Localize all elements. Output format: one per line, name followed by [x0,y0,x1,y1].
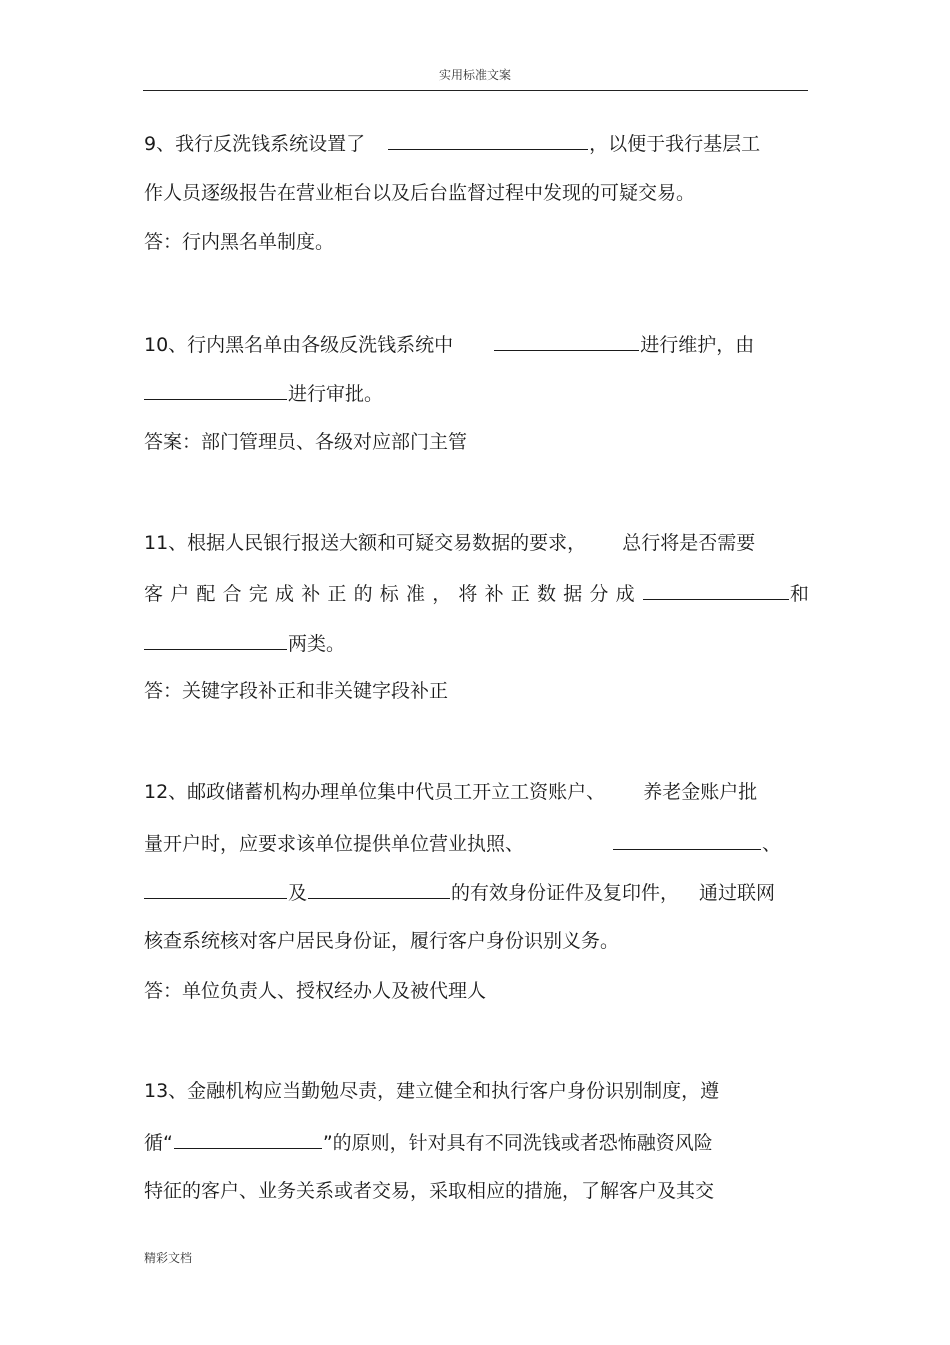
q13-line-2 [144,1129,713,1155]
q10-line-1 [144,331,754,357]
page-footer: 精彩文档 [144,1251,193,1265]
q11-text-b: 总行将是否需要 [622,532,756,554]
q11-text-e: 两类。 [288,633,346,655]
q11-text-d: 和 [789,583,809,605]
q11-line-1 [144,531,755,555]
page-header: 实用标准文案 [438,68,511,82]
q12-blank-2 [144,879,287,899]
q13-line-3: 特征的客户、业务关系或者交易，采取相应的措施，了解客户及其交 [144,1180,715,1202]
q11-blank-2 [144,630,287,650]
q13-blank [174,1129,322,1149]
q13-text-a: 循“ [144,1132,173,1154]
q12-line-4: 核查系统核对客户居民身份证，履行客户身份识别义务。 [144,930,620,952]
q11-blank-1 [643,580,789,600]
q12-text-e: 及 [288,882,308,904]
q13-line-1: 13、金融机构应当勤勉尽责，建立健全和执行客户身份识别制度，遵 [144,1080,720,1102]
q12-text-c: 量开户时，应要求该单位提供单位营业执照、 [144,833,525,855]
q11-answer: 答：关键字段补正和非关键字段补正 [144,680,449,702]
q10-text-a: 10、行内黑名单由各级反洗钱系统中 [144,334,454,356]
q10-line-2 [144,380,383,406]
q10-answer: 答案：部门管理员、各级对应部门主管 [144,431,468,453]
q12-text-b: 养老金账户批 [643,781,758,803]
header-divider [143,90,808,91]
q9-blank [388,130,588,150]
q10-text-c: 进行审批。 [288,383,384,405]
q10-blank-1 [494,331,639,351]
q9-text-b: ，以便于我行基层工 [589,133,761,155]
q10-blank-2 [144,380,287,400]
q9-answer: 答：行内黑名单制度。 [144,231,335,253]
q12-answer: 答：单位负责人、授权经办人及被代理人 [144,980,487,1002]
q9-line-2: 作人员逐级报告在营业柜台以及后台监督过程中发现的可疑交易。 [144,182,696,204]
q13-text-b: ”的原则，针对具有不同洗钱或者恐怖融资风险 [322,1132,713,1154]
q12-blank-1 [613,830,761,850]
q10-text-b: 进行维护，由 [640,334,755,356]
q12-line-2 [144,830,781,856]
q9-text-a: 9、我行反洗钱系统设置了 [144,133,366,155]
q12-text-g: 通过联网 [699,882,776,904]
q9-line-1 [144,130,760,156]
q11-text-a: 11、根据人民银行报送大额和可疑交易数据的要求， [144,532,587,554]
q11-line-3 [144,630,345,656]
q12-line-1 [144,780,757,804]
q12-line-3 [144,879,775,905]
q12-text-a: 12、邮政储蓄机构办理单位集中代员工开立工资账户、 [144,781,606,803]
q12-text-f: 的有效身份证件及复印件， [451,882,680,904]
q11-text-c: 客户配合完成补正的标准，将补正数据分成 [144,583,642,605]
q11-line-2 [144,580,809,606]
q12-blank-3 [308,879,450,899]
q12-text-d: 、 [762,833,782,855]
